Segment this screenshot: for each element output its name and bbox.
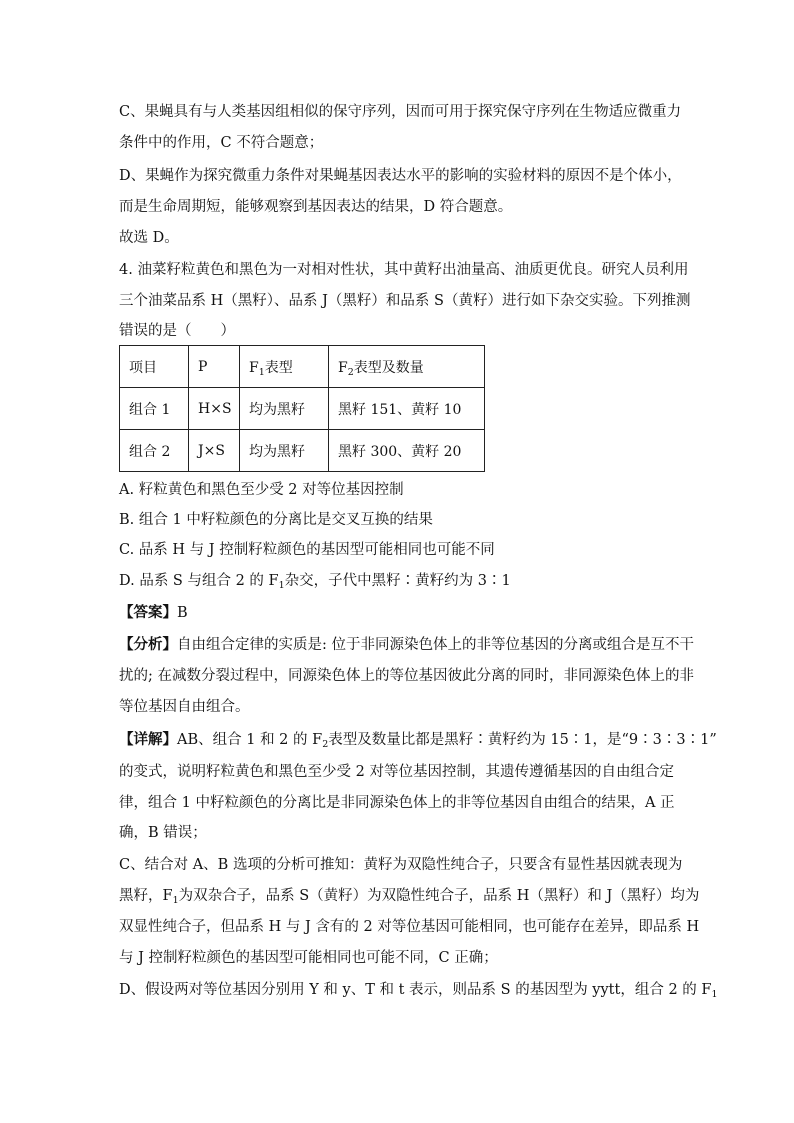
table-row — [120, 388, 485, 430]
cross-experiment-table — [119, 345, 485, 472]
analysis-line3: 等位基因自由组合。 — [119, 699, 250, 715]
option-d-explanation-line2: 而是生命周期短，能够观察到基因表达的结果，D 符合题意。 — [119, 199, 513, 215]
header-f1: $F_1$表型 — [240, 346, 329, 388]
answer-value: B — [177, 605, 188, 621]
row-f2: 黑籽 151、黄籽 10 — [329, 388, 485, 430]
detail-line3: 律，组合 1 中籽粒颜色的分离比是非同源染色体上的非等位基因自由组合的结果，A 正 — [119, 795, 675, 811]
row-p: H×S — [189, 388, 240, 430]
option-b: B. 组合 1 中籽粒颜色的分离比是交叉互换的结果 — [119, 512, 433, 528]
row-f1: 均为黑籽 — [240, 430, 329, 472]
detail-c-line1: C、结合对 A、B 选项的分析可推知：黄籽为双隐性纯合子，只要含有显性基因就表现为 — [119, 857, 683, 873]
header-f2: $F_2$表型及数量 — [329, 346, 485, 388]
option-d: D. 品系 S 与组合 2 的 $F_1$杂交，子代中黑籽∶黄籽约为 3∶1 — [119, 573, 511, 591]
row-f1: 均为黑籽 — [240, 388, 329, 430]
analysis-line1: 【分析】自由组合定律的实质是: 位于非同源染色体上的非等位基因的分离或组合是互不干 — [119, 636, 694, 653]
option-c-explanation-line2: 条件中的作用，C 不符合题意； — [119, 135, 324, 151]
analysis-line2: 扰的; 在减数分裂过程中，同源染色体上的等位基因彼此分离的同时，非同源染色体上的非 — [119, 668, 694, 684]
option-d-explanation-line1: D、果蝇作为探究微重力条件对果蝇基因表达水平的影响的实验材料的原因不是个体小， — [119, 168, 682, 184]
question-4-stem-line1: 4. 油菜籽粒黄色和黑色为一对相对性状，其中黄籽出油量高、油质更优良。研究人员利用 — [119, 262, 689, 278]
question-4-stem-line3: 错误的是（ ） — [119, 323, 235, 339]
detail-d-line1: D、假设两对等位基因分别用 Y 和 y、T 和 t 表示，则品系 S 的基因型为 yytt，组合 2 的 $F_1$ — [119, 982, 718, 1000]
detail-line1: 【详解】AB、组合 1 和 2 的 $F_2$表型及数量比都是黑籽∶黄籽约为 15∶1，是“9∶3∶3∶1” — [119, 731, 717, 750]
row-f2: 黑籽 300、黄籽 20 — [329, 430, 485, 472]
option-a: A. 籽粒黄色和黑色至少受 2 对等位基因控制 — [119, 482, 404, 498]
row-item: 组合 2 — [120, 430, 189, 472]
answer-line — [119, 603, 188, 623]
choose-answer: 故选 D。 — [119, 230, 179, 246]
answer-label: 【答案】 — [119, 604, 177, 621]
option-c-explanation-line1: C、果蝇具有与人类基因组相似的保守序列，因而可用于探究保守序列在生物适应微重力 — [119, 104, 682, 120]
table-row — [120, 430, 485, 472]
analysis-label: 【分析】 — [119, 636, 177, 653]
row-p: J×S — [189, 430, 240, 472]
detail-line2: 的变式，说明籽粒黄色和黑色至少受 2 对等位基因控制，其遗传遵循基因的自由组合定 — [119, 764, 674, 780]
table-header-row — [120, 346, 485, 388]
header-p: P — [189, 346, 240, 388]
detail-label: 【详解】 — [119, 731, 177, 748]
detail-c-line3: 双显性纯合子，但品系 H 与 J 含有的 2 对等位基因可能相同，也可能存在差异，即品系 H — [119, 919, 700, 935]
question-4-stem-line2: 三个油菜品系 H（黑籽）、品系 J（黑籽）和品系 S（黄籽）进行如下杂交实验。下列推测 — [119, 293, 691, 309]
detail-c-line2: 黑籽，$F_1$为双杂合子，品系 S（黄籽）为双隐性纯合子，品系 H（黑籽）和 J（黑籽）均为 — [119, 888, 700, 906]
detail-c-line4: 与 J 控制籽粒颜色的基因型可能相同也可能不同，C 正确； — [119, 950, 498, 966]
row-item: 组合 1 — [120, 388, 189, 430]
header-item: 项目 — [120, 346, 189, 388]
option-c: C. 品系 H 与 J 控制籽粒颜色的基因型可能相同也可能不同 — [119, 542, 495, 558]
detail-line4: 确，B 错误； — [119, 825, 207, 841]
